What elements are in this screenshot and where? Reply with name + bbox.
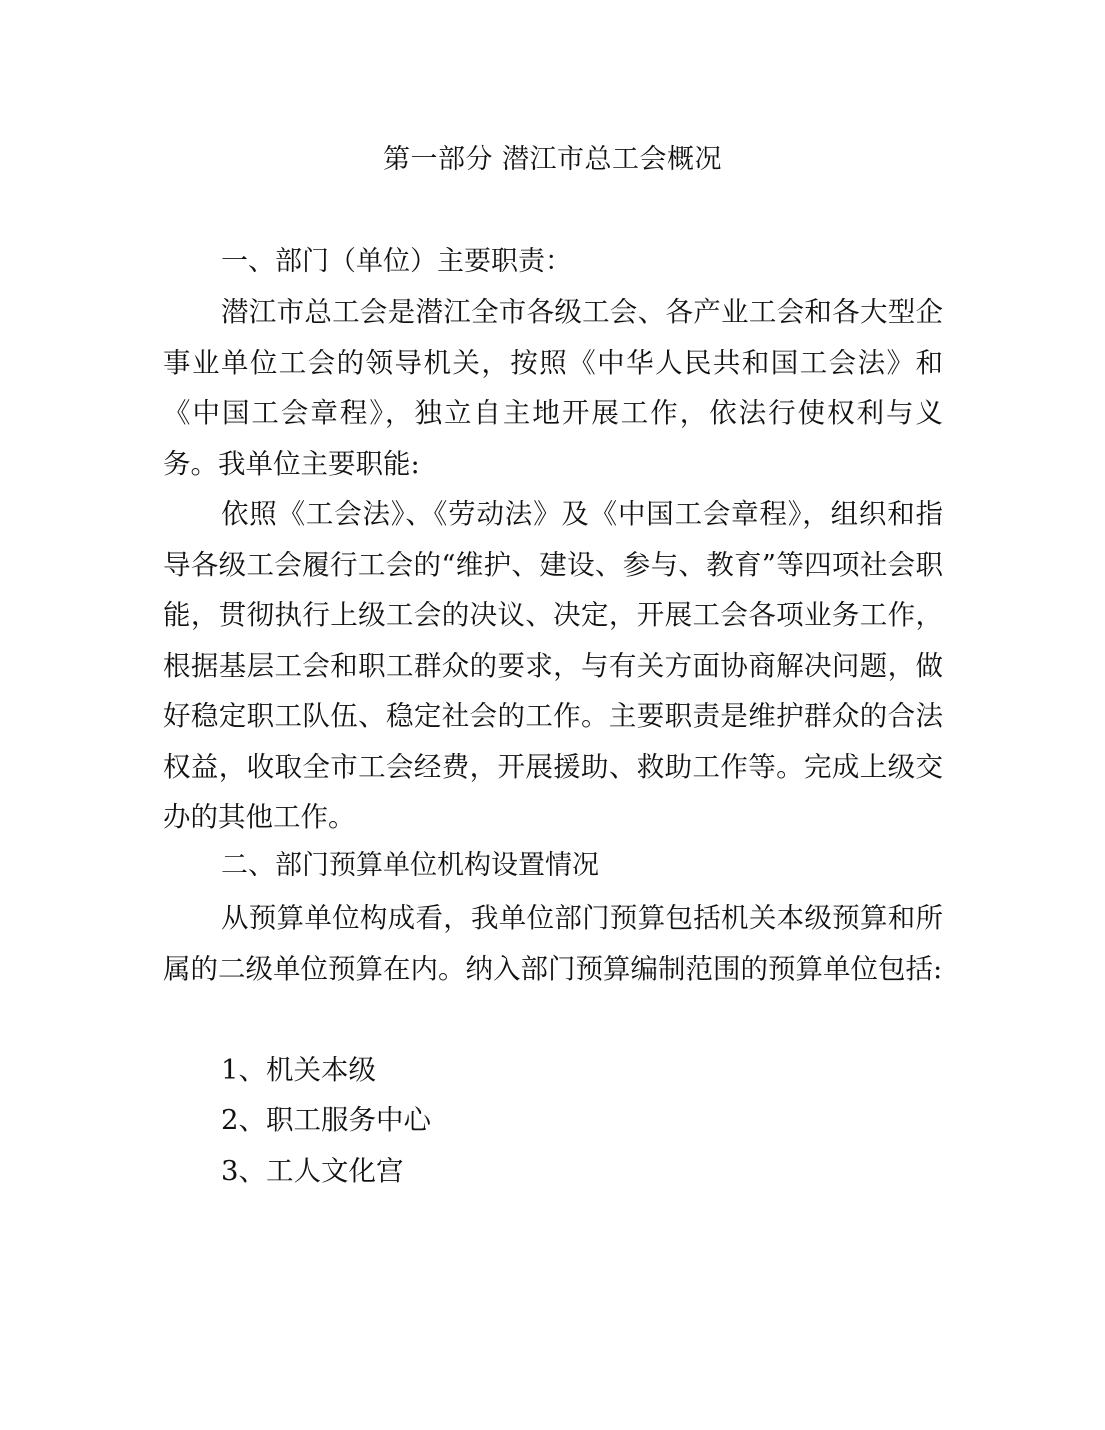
section1-paragraph-2: 依照《工会法》、《劳动法》及《中国工会章程》，组织和指导各级工会履行工会的“维护、建设、参与、教育”等四项社会职能，贯彻执行上级工会的决议、决定，开展工会各项业务工作，根据基层工会和职工群众的要求，与有关方面协商解决问题，做好稳定职工队伍、稳定社会的工作。主要职责是维护群众的合法权益，收取全市工会经费，开展援助、救助工作等。完成上级交办的其他工作。	[163, 498, 943, 833]
list-item: 3、工人文化宫	[221, 1155, 404, 1187]
section2-heading: 二、部门预算单位机构设置情况	[221, 850, 599, 881]
section1-paragraph-1: 潜江市总工会是潜江全市各级工会、各产业工会和各大型企事业单位工会的领导机关，按照《中华人民共和国工会法》和《中国工会章程》，独立自主地开展工作，依法行使权利与义务。我单位主要职能:	[163, 296, 943, 480]
list-item: 1、机关本级	[221, 1054, 376, 1086]
list-item: 2、职工服务中心	[221, 1104, 431, 1136]
document-title: 第一部分 潜江市总工会概况	[382, 144, 723, 175]
section2-paragraph-1: 从预算单位构成看，我单位部门预算包括机关本级预算和所属的二级单位预算在内。纳入部门预算编制范围的预算单位包括:	[163, 902, 943, 985]
section1-heading: 一、部门（单位）主要职责：	[221, 246, 572, 277]
